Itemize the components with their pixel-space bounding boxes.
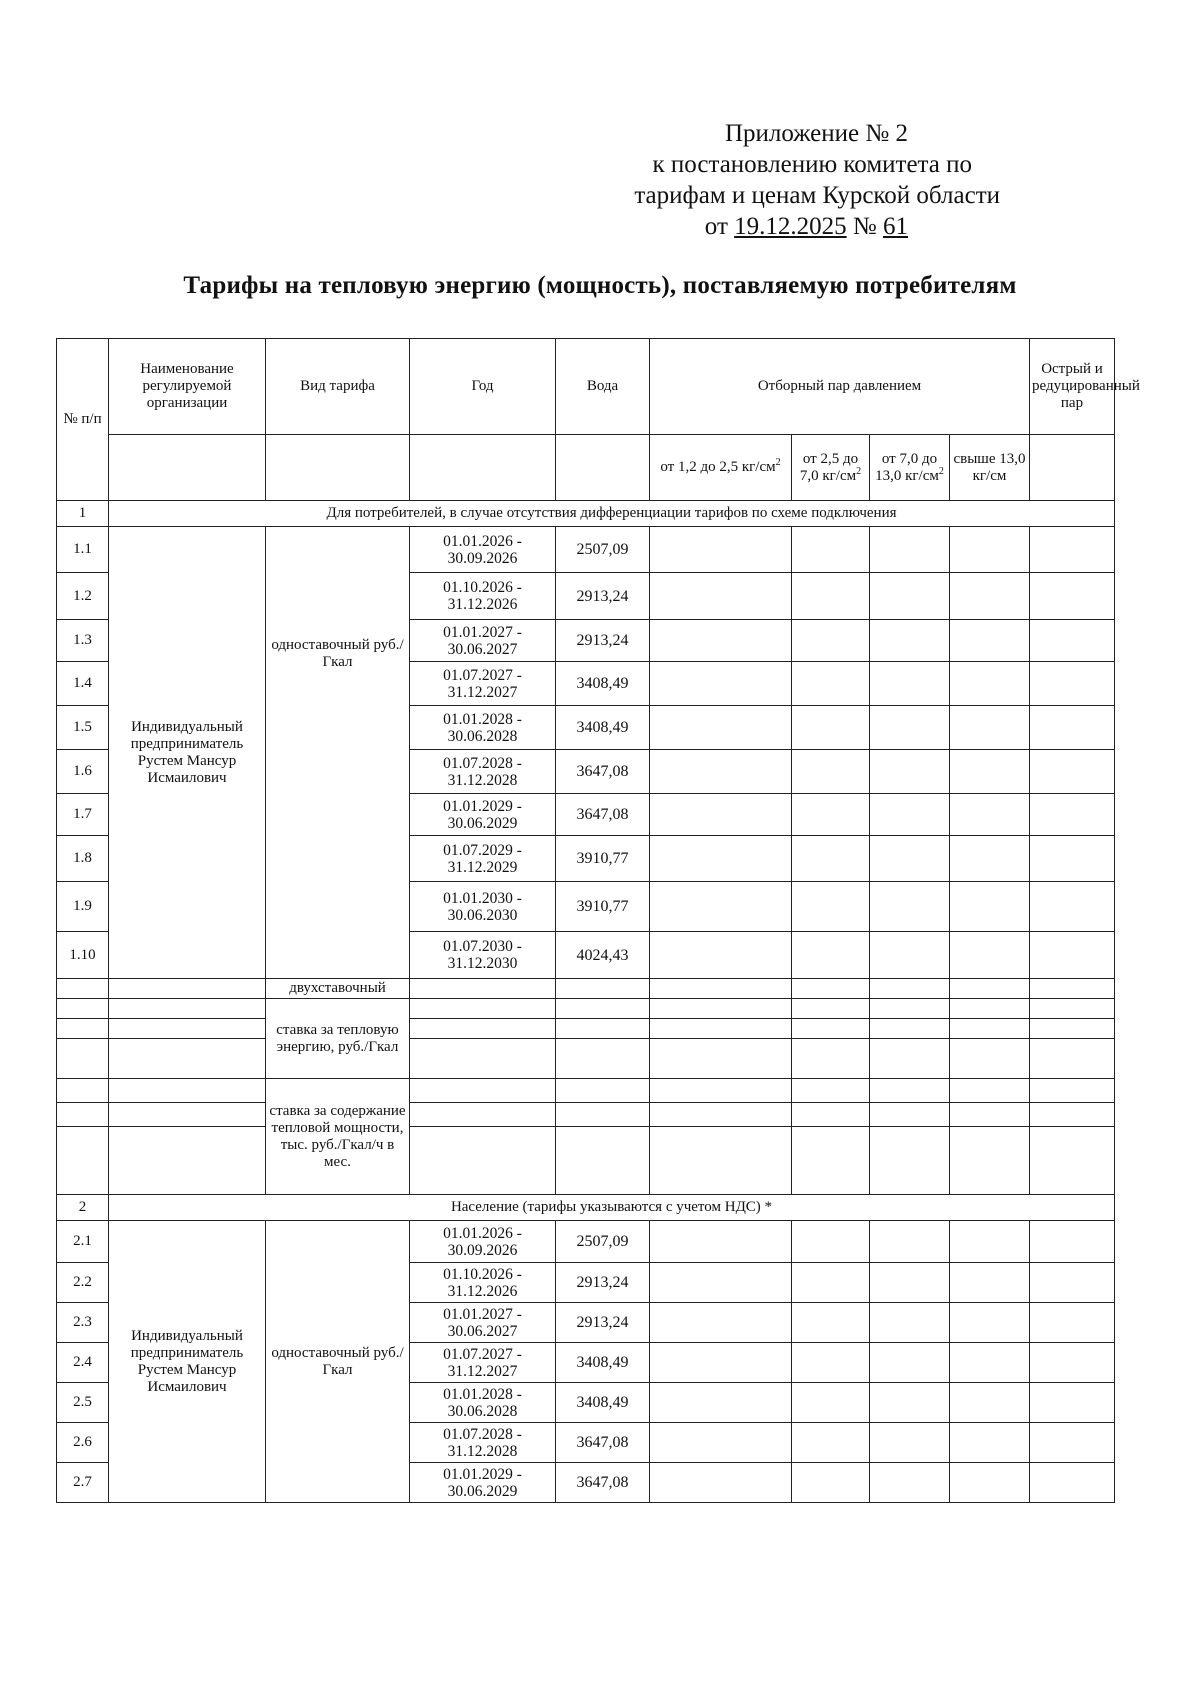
row-period: 01.01.2030 - 30.06.2030: [410, 882, 556, 932]
row-num: 2.5: [57, 1383, 109, 1423]
row-num: 1.8: [57, 836, 109, 882]
appendix-doc-number: 61: [883, 213, 908, 240]
appendix-reference: к постановлению комитета по: [652, 151, 972, 178]
header-tariff-type: Вид тарифа: [266, 339, 410, 435]
appendix-number: Приложение № 2: [724, 120, 908, 147]
section-1-org: Индивидуальный предприниматель Рустем Мансур Исмаилович: [109, 527, 266, 979]
section-2-tariff: одноставочный руб./Гкал: [266, 1221, 410, 1503]
row-period: 01.07.2027 - 31.12.2027: [410, 662, 556, 706]
two-rate-row: [57, 979, 1115, 999]
row-num: 2.7: [57, 1463, 109, 1503]
header-row: [57, 339, 1115, 435]
row-num: 2.4: [57, 1343, 109, 1383]
tariff-table: [56, 338, 1140, 1503]
row-num: 1.9: [57, 882, 109, 932]
appendix-no-sign: №: [852, 213, 877, 240]
header-org: Наименование регулируемой организации: [109, 339, 266, 435]
section-2-org: Индивидуальный предприниматель Рустем Мансур Исмаилович: [109, 1221, 266, 1503]
row-value: 2913,24: [556, 1263, 650, 1303]
subheader-empty-year: [410, 435, 556, 501]
table-row: [57, 1221, 1115, 1263]
header-steam: Отборный пар давлением: [650, 339, 1030, 435]
row-value: 3408,49: [556, 1343, 650, 1383]
row-period: 01.01.2028 - 30.06.2028: [410, 1383, 556, 1423]
rate-capacity-label: ставка за содержание тепловой мощности, тыс. руб./Гкал/ч в мес.: [266, 1079, 410, 1195]
row-num: 1.6: [57, 750, 109, 794]
section-2-row: [57, 1195, 1115, 1221]
section-1-label: Для потребителей, в случае отсутствия дифференциации тарифов по схеме подключения: [109, 501, 1115, 527]
row-value: 3647,08: [556, 1423, 650, 1463]
rate-capacity-row: [57, 1079, 1115, 1103]
rate-energy-label: ставка за тепловую энергию, руб./Гкал: [266, 999, 410, 1079]
row-period: 01.07.2028 - 31.12.2028: [410, 750, 556, 794]
header-water: Вода: [556, 339, 650, 435]
section-1-num: 1: [57, 501, 109, 527]
rate-capacity-row: [57, 1127, 1115, 1195]
row-value: 3910,77: [556, 836, 650, 882]
rate-energy-row: [57, 1019, 1115, 1039]
row-value: 2913,24: [556, 1303, 650, 1343]
row-period: 01.07.2030 - 31.12.2030: [410, 932, 556, 979]
rate-energy-row: [57, 1039, 1115, 1079]
row-num: 2.3: [57, 1303, 109, 1343]
row-period: 01.01.2026 - 30.09.2026: [410, 1221, 556, 1263]
subheader-empty-sharp: [1030, 435, 1115, 501]
row-period: 01.01.2029 - 30.06.2029: [410, 794, 556, 836]
subheader-steam-1: от 1,2 до 2,5 $кг/см^2$: [650, 435, 792, 501]
row-value: 2913,24: [556, 620, 650, 662]
row-period: 01.10.2026 - 31.12.2026: [410, 573, 556, 620]
document-title: Тарифы на тепловую энергию (мощность), поставляемую потребителям: [183, 272, 1017, 299]
row-num: 1.7: [57, 794, 109, 836]
row-value: 3408,49: [556, 1383, 650, 1423]
row-num: 1.10: [57, 932, 109, 979]
row-period: 01.07.2028 - 31.12.2028: [410, 1423, 556, 1463]
tariff-table-wrap: [56, 338, 1140, 1503]
row-value: 2913,24: [556, 573, 650, 620]
appendix-header: [520, 118, 1000, 242]
row-period: 01.01.2029 - 30.06.2029: [410, 1463, 556, 1503]
row-value: 2507,09: [556, 527, 650, 573]
section-1-row: [57, 501, 1115, 527]
rate-capacity-row: [57, 1103, 1115, 1127]
row-value: 4024,43: [556, 932, 650, 979]
row-value: 3408,49: [556, 706, 650, 750]
row-value: 3647,08: [556, 750, 650, 794]
row-num: 1.3: [57, 620, 109, 662]
rate-energy-row: [57, 999, 1115, 1019]
row-period: 01.01.2027 - 30.06.2027: [410, 620, 556, 662]
row-value: 2507,09: [556, 1221, 650, 1263]
appendix-date-prefix: от: [704, 213, 728, 240]
row-num: 2.2: [57, 1263, 109, 1303]
subheader-empty-tariff: [266, 435, 410, 501]
section-2-label: Население (тарифы указываются с учетом НДС) *: [109, 1195, 1115, 1221]
row-period: 01.07.2027 - 31.12.2027: [410, 1343, 556, 1383]
row-value: 3408,49: [556, 662, 650, 706]
appendix-date-line: [520, 211, 1000, 242]
row-period: 01.01.2026 - 30.09.2026: [410, 527, 556, 573]
subheader-steam-3: от 7,0 до 13,0 $кг/см^2$: [870, 435, 950, 501]
row-num: 2.1: [57, 1221, 109, 1263]
row-period: 01.10.2026 - 31.12.2026: [410, 1263, 556, 1303]
row-num: 1.1: [57, 527, 109, 573]
row-num: 1.2: [57, 573, 109, 620]
subheader-empty-water: [556, 435, 650, 501]
row-value: 3647,08: [556, 794, 650, 836]
section-1-tariff: одноставочный руб./Гкал: [266, 527, 410, 979]
row-num: 2.6: [57, 1423, 109, 1463]
appendix-date: 19.12.2025: [734, 213, 847, 240]
two-rate-label: двухставочный: [266, 979, 410, 999]
row-period: 01.01.2027 - 30.06.2027: [410, 1303, 556, 1343]
section-2-num: 2: [57, 1195, 109, 1221]
subheader-steam-4: свыше 13,0 кг/см: [950, 435, 1030, 501]
subheader-steam-2: от 2,5 до 7,0 $кг/см^2$: [792, 435, 870, 501]
appendix-committee: тарифам и ценам Курской области: [634, 182, 1000, 209]
row-period: 01.07.2029 - 31.12.2029: [410, 836, 556, 882]
table-row: [57, 527, 1115, 573]
subheader-empty-org: [109, 435, 266, 501]
header-year: Год: [410, 339, 556, 435]
row-value: 3647,08: [556, 1463, 650, 1503]
subheader-row: [57, 435, 1115, 501]
header-sharp-steam: Острый и редуцированный пар: [1030, 339, 1115, 435]
row-value: 3910,77: [556, 882, 650, 932]
row-num: 1.4: [57, 662, 109, 706]
row-num: 1.5: [57, 706, 109, 750]
row-period: 01.01.2028 - 30.06.2028: [410, 706, 556, 750]
header-num: № п/п: [57, 339, 109, 501]
